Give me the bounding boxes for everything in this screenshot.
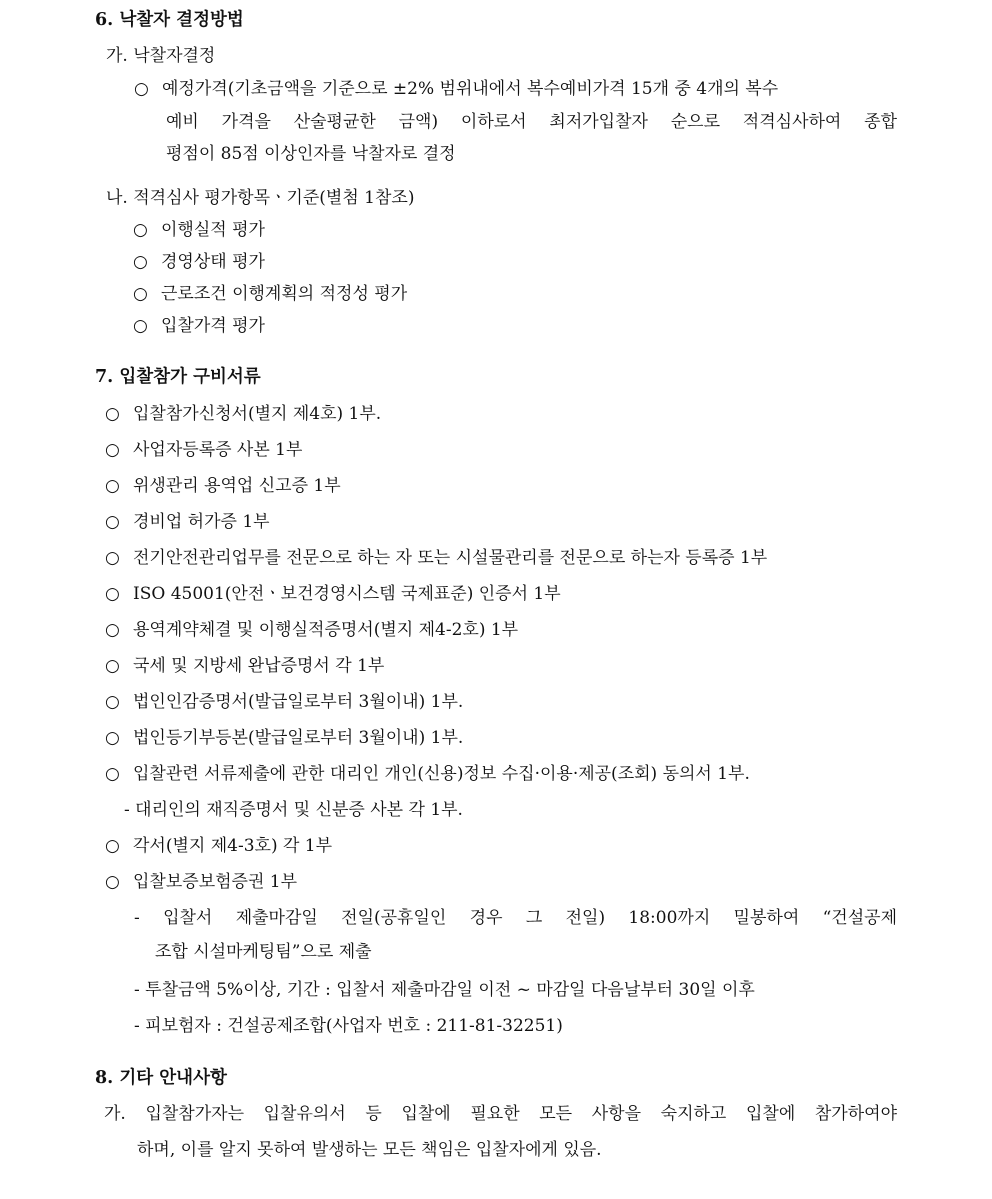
- section-6b-title: 나. 적격심사 평가항목ㆍ기준(별첨 1참조): [106, 188, 415, 208]
- section-8-title: 8. 기타 안내사항: [95, 1068, 227, 1088]
- proxy-sub-item: - 대리인의 재직증명서 및 신분증 사본 각 1부.: [124, 800, 463, 820]
- list-item: ○ 경영상태 평가: [133, 252, 265, 272]
- section-6a-title: 가. 낙찰자결정: [106, 46, 216, 66]
- list-item: ○ 법인등기부등본(발급일로부터 3월이내) 1부.: [105, 728, 464, 748]
- bullet-circle: ○: [105, 584, 120, 604]
- list-item: ○ 법인인감증명서(발급일로부터 3월이내) 1부.: [105, 692, 464, 712]
- list-item: ○ 입찰관련 서류제출에 관한 대리인 개인(신용)정보 수집·이용·제공(조회) 동의서 1부.: [105, 764, 750, 784]
- bullet-circle: ○: [133, 284, 148, 304]
- bullet-circle: ○: [105, 836, 120, 856]
- section-6a-line: 평점이 85점 이상인자를 낙찰자로 결정: [166, 144, 456, 164]
- list-item: ○ 입찰보증보험증권 1부: [105, 872, 298, 892]
- bullet-circle: ○: [105, 548, 120, 568]
- bullet-circle: ○: [105, 476, 120, 496]
- bond-sub-item: 조합 시설마케팅팀”으로 제출: [155, 942, 372, 962]
- list-item: ○ 국세 및 지방세 완납증명서 각 1부: [105, 656, 385, 676]
- bond-sub-item: - 피보험자 : 건설공제조합(사업자 번호 : 211-81-32251): [134, 1016, 563, 1036]
- list-item: ○ 이행실적 평가: [133, 220, 265, 240]
- bullet-circle: ○: [105, 404, 120, 424]
- section-6-title: 6. 낙찰자 결정방법: [95, 10, 244, 30]
- list-item: ○ ISO 45001(안전ㆍ보건경영시스템 국제표준) 인증서 1부: [105, 584, 561, 604]
- section-6a-line: 예비 가격을 산술평균한 금액) 이하로서 최저가입찰자 순으로 적격심사하여 종합: [166, 112, 897, 132]
- section-8a-line: 하며, 이를 알지 못하여 발생하는 모든 책임은 입찰자에게 있음.: [137, 1140, 602, 1160]
- bullet-circle: ○: [133, 316, 148, 336]
- section-7-title: 7. 입찰참가 구비서류: [95, 367, 261, 387]
- list-item: ○ 입찰가격 평가: [133, 316, 265, 336]
- bullet-circle: ○: [105, 692, 120, 712]
- section-8a-line: 가. 입찰참가자는 입찰유의서 등 입찰에 필요한 모든 사항을 숙지하고 입찰에 참가하여야: [104, 1104, 897, 1124]
- list-item: ○ 경비업 허가증 1부: [105, 512, 270, 532]
- list-item: ○ 각서(별지 제4-3호) 각 1부: [105, 836, 333, 856]
- list-item: ○ 근로조건 이행계획의 적정성 평가: [133, 284, 408, 304]
- bullet-circle: ○: [133, 220, 148, 240]
- bullet-circle: ○: [105, 620, 120, 640]
- bullet-circle: ○: [105, 872, 120, 892]
- list-item: ○ 입찰참가신청서(별지 제4호) 1부.: [105, 404, 382, 424]
- list-item: [134, 77, 778, 101]
- bond-sub-item: - 입찰서 제출마감일 전일(공휴일인 경우 그 전일) 18:00까지 밀봉하여 “건설공제: [134, 908, 897, 928]
- bullet-circle: ○: [105, 728, 120, 748]
- bullet-circle: ○: [105, 656, 120, 676]
- list-item: ○ 전기안전관리업무를 전문으로 하는 자 또는 시설물관리를 전문으로 하는자 등록증 1부: [105, 548, 768, 568]
- list-item: ○ 사업자등록증 사본 1부: [105, 440, 303, 460]
- bullet-circle: ○: [105, 440, 120, 460]
- list-item: ○ 위생관리 용역업 신고증 1부: [105, 476, 341, 496]
- bond-sub-item: - 투찰금액 5%이상, 기간 : 입찰서 제출마감일 이전 ~ 마감일 다음날부터 30일 이후: [134, 980, 755, 1000]
- bullet-circle: ○: [134, 79, 149, 99]
- bullet-circle: ○: [105, 764, 120, 784]
- bullet-circle: ○: [105, 512, 120, 532]
- section-6a-line: 예정가격(기초금액을 기준으로 ±2% 범위내에서 복수예비가격 15개 중 4개의 복수: [162, 79, 779, 99]
- bullet-circle: ○: [133, 252, 148, 272]
- list-item: ○ 용역계약체결 및 이행실적증명서(별지 제4-2호) 1부: [105, 620, 519, 640]
